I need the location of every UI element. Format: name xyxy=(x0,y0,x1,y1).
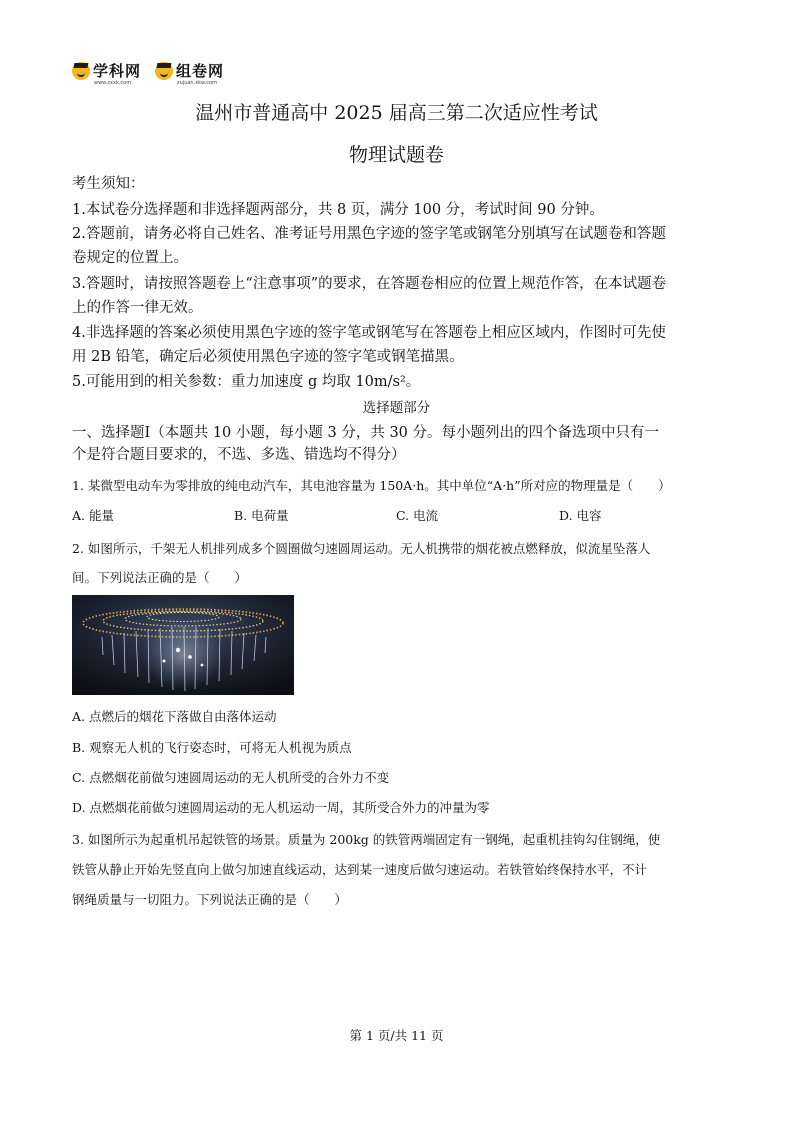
zxxk-logo-url: www.zxxk.com xyxy=(94,80,132,86)
section-heading: 一、选择题Ⅰ（本题共 10 小题，每小题 3 分，共 30 分。每小题列出的四个备选项中只有一 xyxy=(72,425,660,441)
exam-subtitle: 物理试题卷 xyxy=(348,144,444,166)
notice-heading: 考生须知： xyxy=(72,176,145,192)
question-2-stem: 2. 如图所示，千架无人机排列成多个圆圈做匀速圆周运动。无人机携带的烟花被点燃释放，似流星坠落人 xyxy=(72,541,651,556)
zujuan-logo-text: 组卷网 xyxy=(176,62,225,80)
question-1-option-d: D. 电容 xyxy=(559,508,602,523)
notice-line: 上的作答一律无效。 xyxy=(72,300,203,316)
notice-line: 卷规定的位置上。 xyxy=(72,250,188,266)
question-2-option-d: D. 点燃烟花前做匀速圆周运动的无人机运动一周，其所受合外力的冲量为零 xyxy=(72,800,490,815)
drone-fireworks-photo xyxy=(72,595,294,695)
mortarboard-icon xyxy=(72,62,90,80)
question-3-stem: 3. 如图所示为起重机吊起铁管的场景。质量为 200kg 的铁管两端固定有一钢绳，起重机挂钩勾住钢绳，使 xyxy=(72,832,661,847)
question-1-option-b: B. 电荷量 xyxy=(234,508,289,523)
section-title: 选择题部分 xyxy=(362,400,431,416)
notice-line: 用 2B 铅笔，确定后必须使用黑色字迹的签字笔或钢笔描黑。 xyxy=(72,349,464,365)
question-2-stem: 间。下列说法正确的是（ ） xyxy=(72,570,248,585)
question-1-option-c: C. 电流 xyxy=(396,508,439,523)
question-2-option-a: A. 点燃后的烟花下落做自由落体运动 xyxy=(72,709,277,724)
notice-line: 2.答题前，请务必将自己姓名、准考证号用黑色字迹的签字笔或钢笔分别填写在试题卷和答题 xyxy=(72,226,666,242)
question-3-stem: 铁管从静止开始先竖直向上做匀加速直线运动，达到某一速度后做匀速运动。若铁管始终保持水平，不计 xyxy=(72,862,648,877)
notice-line: 3.答题时，请按照答题卷上“注意事项”的要求，在答题卷相应的位置上规范作答，在本试题卷 xyxy=(72,276,667,292)
question-2-option-b: B. 观察无人机的飞行姿态时，可将无人机视为质点 xyxy=(72,740,352,755)
notice-line: 4.非选择题的答案必须使用黑色字迹的签字笔或钢笔写在答题卷上相应区域内，作图时可先使 xyxy=(72,325,666,341)
zxxk-logo xyxy=(72,60,141,86)
mortarboard-icon xyxy=(155,62,173,80)
zxxk-logo-text: 学科网 xyxy=(93,62,142,80)
question-1-stem: 1. 某微型电动车为零排放的纯电动汽车，其电池容量为 150A·h。其中单位“A·h”所对应的物理量是（ ） xyxy=(72,478,671,493)
page-footer: 第 1 页/共 11 页 xyxy=(349,1028,444,1043)
header-logos xyxy=(72,60,224,86)
notice-line: 5.可能用到的相关参数：重力加速度 g 均取 10m/s²。 xyxy=(72,374,421,390)
question-2-option-c: C. 点燃烟花前做匀速圆周运动的无人机所受的合外力不变 xyxy=(72,770,390,785)
zujuan-logo-url: zujuan.xkw.com xyxy=(177,80,217,86)
question-3-stem: 钢绳质量与一切阻力。下列说法正确的是（ ） xyxy=(72,892,348,907)
notice-line: 1.本试卷分选择题和非选择题两部分，共 8 页，满分 100 分，考试时间 90 分钟。 xyxy=(72,202,604,218)
exam-title: 温州市普通高中 2025 届高三第二次适应性考试 xyxy=(195,102,598,124)
section-heading: 个是符合题目要求的，不选、多选、错选均不得分） xyxy=(72,447,406,463)
zujuan-logo xyxy=(155,60,224,86)
question-1-option-a: A. 能量 xyxy=(72,508,114,523)
